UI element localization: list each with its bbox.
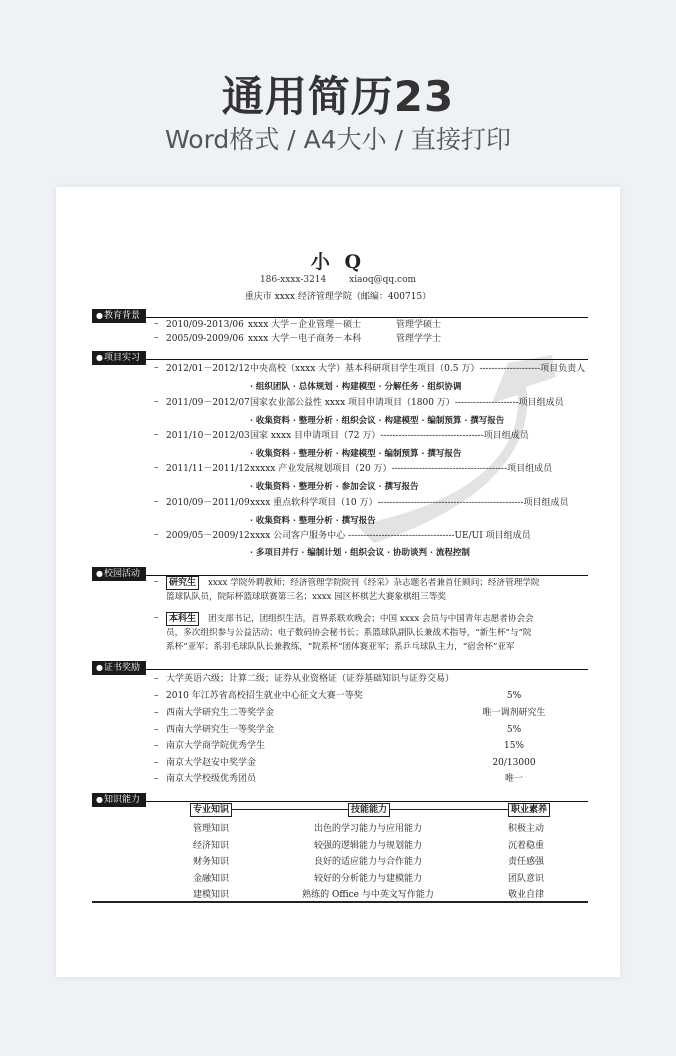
project-tasks: · 收集资料 · 整理分析 · 参加会议 · 撰写报告 (250, 482, 419, 492)
skill-knowledge: 经济知识 (192, 841, 229, 851)
section-title: 证书奖励 (103, 663, 140, 673)
cert-value: 唯一调剂研究生 (482, 708, 546, 718)
project-tasks: · 组织团队 · 总体规划 · 构建模型 · 分解任务 · 组织协调 (250, 382, 462, 392)
campus-line: 团支部书记，团组织生活，首界系联欢晚会；中国 xxxx 会员与中国青年志愿者协会会 (208, 614, 534, 624)
resume-name: 小 Q (310, 251, 366, 273)
skill-ability: 较强的逻辑能力与规划能力 (313, 841, 422, 851)
project-period: 2012/01－2012/12 (166, 364, 250, 374)
bullet-dash: – (154, 430, 159, 440)
cert-name: 大学英语六级；计算二级；证券从业资格证（证券基础知识与证券交易） (166, 674, 455, 684)
phone: 186-xxxx-3214 (259, 275, 327, 285)
drop-icon: ● (96, 795, 103, 804)
skill-header: 职业素养 (508, 803, 550, 817)
bullet-dash: – (154, 758, 159, 768)
campus-badge-graduate: 研究生 (166, 576, 199, 590)
drop-icon: ● (96, 311, 103, 320)
drop-icon: ● (96, 569, 103, 578)
section-tag (92, 351, 146, 365)
skill-header: 技能能力 (348, 803, 390, 817)
skill-connector-line (390, 809, 508, 810)
edu-period: 2010/09-2013/06 (166, 320, 244, 330)
campus-line: 系杯”亚军；系羽毛球队队长兼教练，“院系杯”团体赛亚军；系乒乓球队主力，“宿舍杯”亚军 (166, 642, 515, 652)
section-title: 知识能力 (103, 795, 140, 805)
project-tasks: · 多项目并行 · 编制计划 · 组织会议 · 协助谈判 · 流程控制 (250, 548, 470, 558)
cert-row (154, 773, 588, 785)
banner-subtitle: Word格式 / A4大小 / 直接打印 (165, 125, 511, 154)
section-title: 校园活动 (103, 569, 140, 579)
section-certificates (92, 655, 588, 673)
skill-quality: 责任感强 (507, 857, 544, 867)
edu-school: xxxx 大学－电子商务－本科 (248, 334, 362, 344)
project-tasks: · 收集资料 · 整理分析 · 撰写报告 (250, 516, 376, 526)
cert-value: 15% (503, 741, 524, 751)
bullet-dash: – (154, 530, 159, 540)
bullet-dash: – (154, 333, 159, 343)
bullet-dash: – (154, 691, 159, 701)
banner-title: 通用简历23 (221, 72, 455, 121)
bullet-dash: – (154, 577, 159, 587)
campus-line: 篮球队队员，院际杯篮球联赛第三名；xxxx 园区杯棋艺大赛象棋组三等奖 (166, 592, 446, 602)
campus-line: xxxx 学院外聘教师；经济管理学院院刊《经采》杂志题名者兼首任顾问；经济管理学院 (208, 578, 540, 588)
resume-page (56, 187, 620, 977)
section-tag (92, 661, 146, 675)
cert-value: 唯一 (504, 774, 523, 784)
skill-ability: 较好的分析能力与建模能力 (313, 874, 422, 884)
drop-icon: ● (96, 663, 103, 672)
address: 重庆市 xxxx 经济管理学院（邮编：400715） (244, 292, 432, 302)
drop-icon: ● (96, 353, 103, 362)
section-skills (92, 787, 588, 805)
bullet-dash: – (154, 463, 159, 473)
bullet-dash: – (154, 613, 159, 623)
skill-quality: 沉着稳重 (507, 841, 544, 851)
project-desc: 国家农业部公益性 xxxx 项目申请项目（1800 万）---------------------项目组成员 (250, 398, 564, 408)
section-title: 项目实习 (103, 353, 140, 363)
cert-row (154, 707, 588, 719)
cert-row (154, 673, 588, 685)
skill-knowledge: 建模知识 (192, 890, 229, 900)
skill-quality: 敬业自律 (507, 890, 544, 900)
email: xiaoq@qq.com (349, 275, 417, 285)
cert-name: 南京大学校级优秀团员 (166, 774, 257, 784)
bullet-dash: – (154, 774, 159, 784)
cert-name: 南京大学商学院优秀学生 (166, 741, 266, 751)
skill-header: 专业知识 (190, 803, 232, 817)
cert-name: 西南大学研究生一等奖学金 (166, 725, 275, 735)
skill-ability: 良好的适应能力与合作能力 (313, 857, 422, 867)
bullet-dash: – (154, 674, 159, 684)
skill-quality: 团队意识 (507, 874, 544, 884)
cert-row (154, 740, 588, 752)
skill-knowledge: 管理知识 (192, 824, 229, 834)
bullet-dash: – (154, 741, 159, 751)
bullet-dash: – (154, 319, 159, 329)
campus-text (166, 576, 586, 604)
skill-connector-line (232, 809, 348, 810)
bullet-dash: – (154, 708, 159, 718)
edu-degree: 管理学硕士 (396, 320, 442, 330)
skill-quality: 积极主动 (507, 824, 544, 834)
project-tasks: · 收集资料 · 整理分析 · 组织会议 · 构建模型 · 编制预算 · 撰写报告 (250, 416, 505, 426)
project-tasks: · 收集资料 · 整理分析 · 构建模型 · 编制预算 · 撰写报告 (250, 449, 462, 459)
bullet-dash: – (154, 397, 159, 407)
campus-line: 员，多次组织参与公益活动；电子数码协会秘书长；系篮球队副队长兼战术指导，“新生杯”与“院 (166, 628, 532, 638)
project-period: 2010/09－2011/09 (166, 498, 250, 508)
skill-knowledge: 财务知识 (192, 857, 229, 867)
cert-name: 2010 年江苏省高校招生就业中心征文大赛一等奖 (166, 691, 363, 701)
cert-name: 南京大学赵安中奖学金 (166, 758, 257, 768)
cert-row (154, 757, 588, 769)
section-tag (92, 793, 146, 807)
bullet-dash: – (154, 497, 159, 507)
section-title: 教育背景 (103, 311, 140, 321)
skill-ability: 出色的学习能力与应用能力 (313, 824, 422, 834)
edu-school: xxxx 大学－企业管理－硕士 (248, 320, 362, 330)
section-campus (92, 561, 588, 579)
project-desc: xxxx 重点软科学项目（10 万）------------------------------------------------项目组成员 (250, 498, 569, 508)
project-period: 2011/09－2012/07 (166, 398, 250, 408)
cert-value: 5% (506, 725, 522, 735)
project-period: 2011/10－2012/03 (166, 431, 250, 441)
bottom-rule (92, 901, 588, 903)
cert-value: 20/13000 (492, 758, 536, 768)
project-period: 2009/05－2009/12 (166, 531, 250, 541)
section-tag (92, 567, 146, 581)
section-projects (92, 345, 588, 363)
cert-row (154, 690, 588, 702)
project-desc: 国家 xxxx 目申请项目（72 万）----------------------------------项目组成员 (250, 431, 529, 441)
section-education (92, 303, 588, 321)
project-desc: 中央高校（xxxx 大学）基本科研项目学生项目（0.5 万）--------------------项目负责人 (250, 364, 586, 374)
cert-row (154, 724, 588, 736)
project-desc: xxxx 公司客户服务中心 -----------------------------------UE/UI 项目组成员 (250, 531, 531, 541)
campus-badge-undergrad: 本科生 (166, 612, 199, 626)
project-period: 2011/11－2011/12 (166, 464, 250, 474)
bullet-dash: – (154, 363, 159, 373)
bullet-dash: – (154, 725, 159, 735)
edu-period: 2005/09-2009/06 (166, 334, 244, 344)
section-tag (92, 309, 146, 323)
skill-knowledge: 金融知识 (192, 874, 229, 884)
project-desc: xxxxx 产业发展规划项目（20 万）--------------------------------------项目组成员 (250, 464, 553, 474)
edu-degree: 管理学学士 (396, 334, 442, 344)
skill-ability: 熟练的 Office 与中英文写作能力 (302, 890, 434, 900)
contact-line (56, 275, 620, 285)
cert-name: 西南大学研究生二等奖学金 (166, 708, 275, 718)
cert-value: 5% (506, 691, 522, 701)
campus-text (166, 612, 586, 654)
